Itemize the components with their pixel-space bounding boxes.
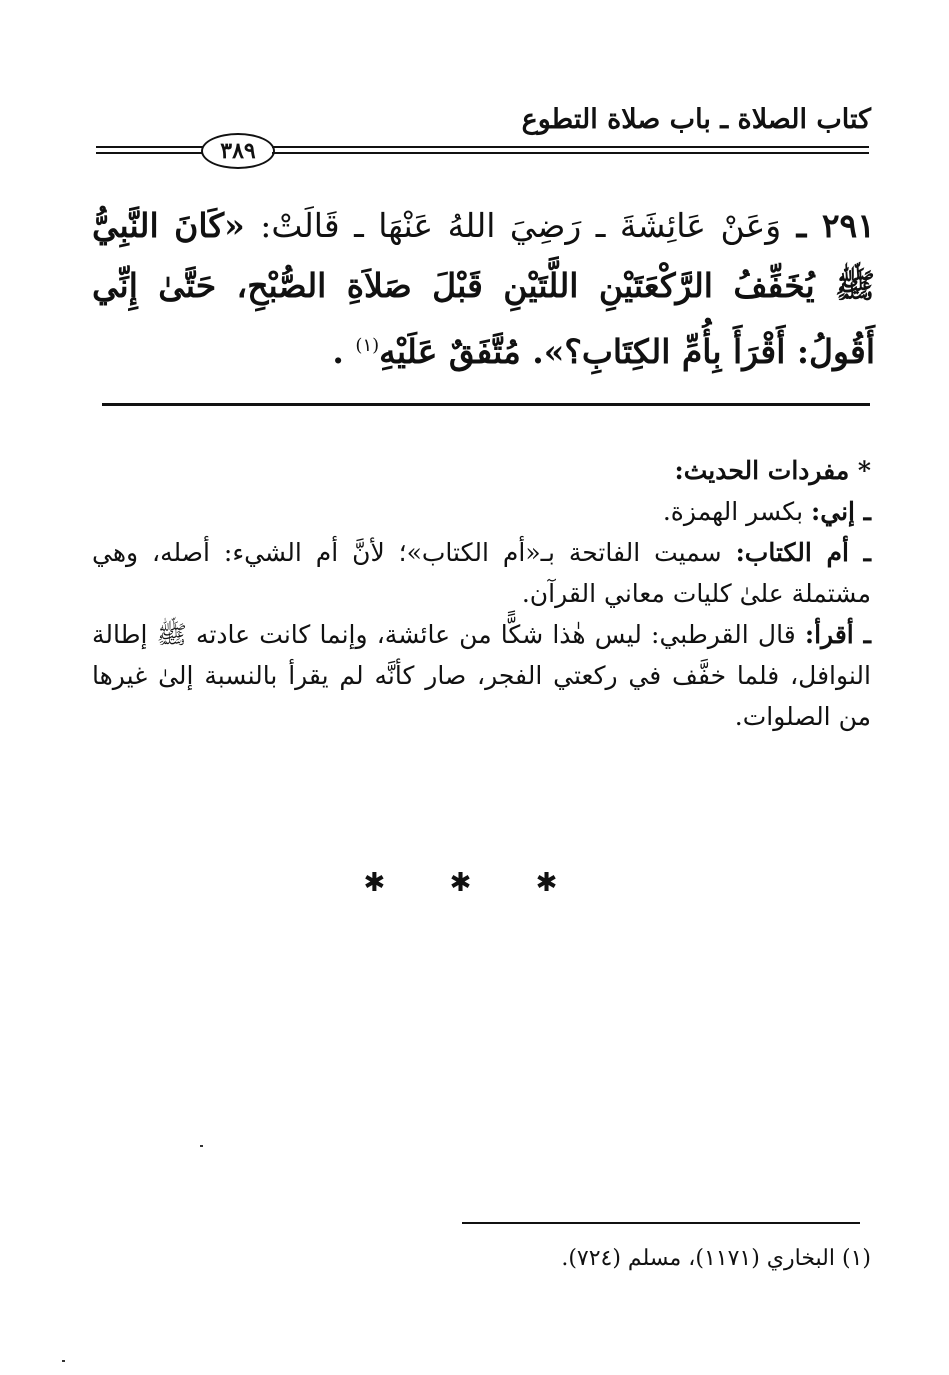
section-divider — [102, 403, 870, 406]
vocab-entry — [92, 614, 871, 737]
vocab-definition: سميت الفاتحة بـ«أم الكتاب»؛ لأنَّ أم الشيء: أصله، وهي مشتملة علىٰ كليات معاني القرآن. — [92, 538, 871, 608]
section-separator-stars: ✱ ✱ ✱ — [363, 868, 586, 898]
footnote-rule — [462, 1222, 860, 1224]
footnote-reference: (١) — [355, 335, 380, 356]
vocab-term: ـ أقرأ: — [804, 620, 871, 649]
header-rule-left — [96, 146, 204, 154]
vocabulary-section — [92, 450, 871, 737]
hadith-body: «كَانَ النَّبِيُّ ﷺ يُخَفِّفُ الرَّكْعَتَيْنِ اللَّتَيْنِ قَبْلَ صَلاَةِ الصُّبْحِ، حَتَّىٰ إِنِّي أَقُولُ: أَقْرَأَ بِأُمِّ الكِتَابِ؟». مُتَّفَقٌ عَلَيْهِ — [92, 206, 875, 371]
page-number: ٣٨٩ — [201, 133, 275, 169]
running-title: كتاب الصلاة ـ باب صلاة التطوع — [521, 104, 871, 135]
vocab-definition: بكسر الهمزة. — [662, 497, 804, 526]
vocab-term: ـ إني: — [811, 497, 871, 526]
vocab-entry — [92, 491, 871, 532]
hadith-dash: ـ — [796, 206, 807, 245]
scan-speck — [200, 1145, 203, 1147]
hadith-number: ٢٩١ — [821, 206, 875, 245]
vocab-term: ـ أم الكتاب: — [735, 538, 872, 567]
vocab-definition: قال القرطبي: ليس هٰذا شكًّا من عائشة، وإنما كانت عادته ﷺ إطالة النوافل، فلما خفَّف في ركعتي الفجر، صار كأنَّه لم يقرأ بالنسبة إلىٰ غيرها من الصلوات. — [92, 620, 871, 731]
footnote: (١) البخاري (١١٧١)، مسلم (٧٢٤). — [561, 1246, 871, 1271]
hadith-end: . — [332, 332, 344, 371]
vocab-entry — [92, 532, 871, 614]
hadith-text — [92, 196, 875, 382]
vocabulary-heading: * مفردات الحديث: — [674, 456, 871, 485]
header-rule-right — [272, 146, 869, 154]
scan-speck — [62, 1360, 65, 1362]
hadith-narration: وَعَنْ عَائِشَةَ ـ رَضِيَ اللهُ عَنْهَا ـ قَالَتْ: — [260, 206, 782, 245]
